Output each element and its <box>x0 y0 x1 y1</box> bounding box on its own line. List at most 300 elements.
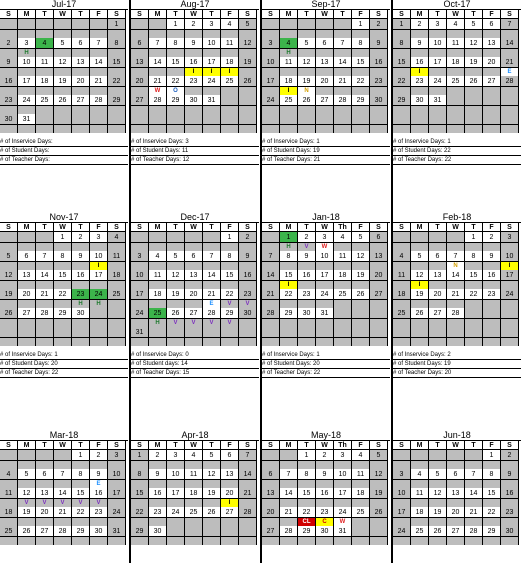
day-code-empty <box>108 106 126 114</box>
day-code-empty <box>131 461 149 469</box>
day-code-empty <box>411 499 429 507</box>
day-cell: 11 <box>149 270 167 281</box>
day-code-i: I <box>280 281 298 289</box>
day-code-empty <box>298 262 316 270</box>
month-grid <box>262 440 390 545</box>
day-cell: 6 <box>483 19 501 30</box>
day-code-v: V <box>185 319 203 327</box>
day-code-empty <box>90 68 108 76</box>
day-code-empty <box>501 518 519 526</box>
day-code-empty <box>54 480 72 488</box>
day-cell: 5 <box>18 469 36 480</box>
day-code-empty <box>0 243 18 251</box>
month-grid <box>393 222 521 346</box>
day-code-empty <box>334 461 352 469</box>
day-header: F <box>221 10 239 19</box>
day-code-empty <box>36 243 54 251</box>
day-code-empty <box>411 537 429 545</box>
day-cell: 23 <box>0 95 18 106</box>
day-code-empty <box>36 125 54 133</box>
day-code-empty <box>483 125 501 133</box>
day-code-empty <box>298 319 316 327</box>
day-code-empty <box>72 461 90 469</box>
day-cell: 9 <box>501 469 519 480</box>
day-cell: 12 <box>239 38 257 49</box>
day-cell: 30 <box>185 95 203 106</box>
day-cell: 7 <box>149 38 167 49</box>
day-code-empty <box>352 30 370 38</box>
day-code-empty <box>262 281 280 289</box>
day-cell: 2 <box>149 450 167 461</box>
day-cell <box>90 19 108 30</box>
day-header: W <box>54 223 72 232</box>
day-cell <box>411 327 429 338</box>
day-code-empty <box>429 68 447 76</box>
day-code-empty <box>90 243 108 251</box>
day-cell: 20 <box>316 76 334 87</box>
month-title: Sep-17 <box>311 0 341 9</box>
day-cell: 11 <box>447 38 465 49</box>
day-header: M <box>18 223 36 232</box>
day-code-empty <box>36 518 54 526</box>
day-cell: 14 <box>262 270 280 281</box>
day-cell: 8 <box>352 38 370 49</box>
day-cell: 28 <box>447 308 465 319</box>
day-cell: 7 <box>90 38 108 49</box>
day-code-c: C <box>316 518 334 526</box>
day-code-empty <box>370 518 388 526</box>
day-cell: 18 <box>0 507 18 518</box>
day-cell: 10 <box>262 57 280 68</box>
day-code-empty <box>316 106 334 114</box>
day-header: M <box>280 10 298 19</box>
day-code-empty <box>447 30 465 38</box>
day-code-empty <box>262 499 280 507</box>
day-code-empty <box>334 319 352 327</box>
day-cell <box>185 114 203 125</box>
day-cell: 8 <box>483 469 501 480</box>
day-cell: 2 <box>0 38 18 49</box>
day-cell <box>483 95 501 106</box>
day-code-empty <box>393 106 411 114</box>
day-code-empty <box>239 87 257 95</box>
day-cell: 8 <box>108 38 126 49</box>
day-cell: 27 <box>316 95 334 106</box>
day-code-empty <box>280 30 298 38</box>
day-cell <box>280 327 298 338</box>
day-code-empty <box>185 499 203 507</box>
day-code-empty <box>185 461 203 469</box>
day-cell <box>54 327 72 338</box>
month-title: Mar-18 <box>49 430 79 440</box>
day-code-empty <box>108 499 126 507</box>
day-code-empty <box>72 49 90 57</box>
day-header: S <box>262 223 280 232</box>
day-cell: 1 <box>352 19 370 30</box>
day-cell: 2 <box>90 450 108 461</box>
day-code-empty <box>18 262 36 270</box>
day-code-empty <box>465 30 483 38</box>
day-code-empty <box>334 87 352 95</box>
day-code-empty <box>0 338 18 346</box>
day-cell <box>352 308 370 319</box>
day-code-empty <box>131 319 149 327</box>
day-cell: 27 <box>447 526 465 537</box>
day-cell: 15 <box>131 488 149 499</box>
month-grid <box>262 222 390 346</box>
day-cell: 8 <box>221 251 239 262</box>
day-cell: 9 <box>316 469 334 480</box>
day-cell: 28 <box>36 308 54 319</box>
day-code-empty <box>131 87 149 95</box>
day-code-empty <box>185 281 203 289</box>
day-code-empty <box>501 125 519 133</box>
day-cell <box>393 327 411 338</box>
day-header: M <box>411 10 429 19</box>
day-code-empty <box>429 30 447 38</box>
day-cell <box>352 327 370 338</box>
day-cell: 13 <box>370 251 388 262</box>
stat-line: # of Student Days: 20 <box>262 360 390 369</box>
day-cell: 27 <box>370 289 388 300</box>
day-code-empty <box>352 518 370 526</box>
day-code-empty <box>393 243 411 251</box>
day-code-empty <box>501 480 519 488</box>
day-code-empty <box>239 49 257 57</box>
day-cell: 26 <box>0 308 18 319</box>
day-cell: 17 <box>203 57 221 68</box>
day-cell: 31 <box>18 114 36 125</box>
day-cell: 25 <box>447 76 465 87</box>
day-header: W <box>54 441 72 450</box>
day-code-empty <box>203 338 221 346</box>
day-cell <box>393 450 411 461</box>
day-cell: 30 <box>149 526 167 537</box>
day-cell: 6 <box>262 469 280 480</box>
day-cell: 23 <box>239 289 257 300</box>
day-code-empty <box>280 262 298 270</box>
day-cell <box>370 114 388 125</box>
day-code-empty <box>429 537 447 545</box>
day-code-empty <box>239 262 257 270</box>
day-code-empty <box>185 262 203 270</box>
day-cell: 1 <box>72 450 90 461</box>
day-cell: 20 <box>429 289 447 300</box>
day-code-empty <box>36 49 54 57</box>
month-title: Jan-18 <box>312 212 340 222</box>
day-code-empty <box>483 68 501 76</box>
day-cell: 17 <box>18 76 36 87</box>
day-cell: 4 <box>149 251 167 262</box>
day-cell: 17 <box>501 270 519 281</box>
day-cell <box>411 114 429 125</box>
day-code-empty <box>262 537 280 545</box>
day-cell: 20 <box>18 289 36 300</box>
month-grid <box>393 9 521 133</box>
day-code-empty <box>316 87 334 95</box>
day-code-empty <box>18 87 36 95</box>
day-code-empty <box>0 499 18 507</box>
day-cell: 11 <box>334 251 352 262</box>
day-code-empty <box>465 68 483 76</box>
day-cell: 30 <box>316 526 334 537</box>
day-cell <box>280 19 298 30</box>
day-cell: 4 <box>0 469 18 480</box>
day-header: F <box>221 441 239 450</box>
day-code-empty <box>501 338 519 346</box>
day-cell: 5 <box>370 450 388 461</box>
month-title: Apr-18 <box>181 430 209 440</box>
day-code-h: H <box>280 49 298 57</box>
day-code-empty <box>108 319 126 327</box>
day-code-empty <box>447 68 465 76</box>
day-header: W <box>316 223 334 232</box>
day-code-empty <box>411 338 429 346</box>
day-cell: 26 <box>203 507 221 518</box>
day-cell: 20 <box>447 507 465 518</box>
day-cell <box>334 19 352 30</box>
day-code-empty <box>18 125 36 133</box>
day-code-empty <box>298 499 316 507</box>
day-code-empty <box>0 262 18 270</box>
day-code-empty <box>393 68 411 76</box>
day-cell: 5 <box>352 232 370 243</box>
day-cell: 7 <box>465 469 483 480</box>
day-code-empty <box>429 480 447 488</box>
day-header: M <box>411 223 429 232</box>
day-code-empty <box>203 480 221 488</box>
day-cell: 27 <box>36 526 54 537</box>
day-cell: 8 <box>465 251 483 262</box>
day-cell: 20 <box>370 270 388 281</box>
day-cell <box>334 308 352 319</box>
day-code-empty <box>18 537 36 545</box>
day-cell: 3 <box>316 232 334 243</box>
day-code-empty <box>167 243 185 251</box>
day-cell: 24 <box>501 289 519 300</box>
day-cell <box>108 114 126 125</box>
day-cell <box>352 114 370 125</box>
day-cell: 24 <box>18 95 36 106</box>
day-code-empty <box>72 319 90 327</box>
day-code-empty <box>131 281 149 289</box>
day-cell: 21 <box>54 507 72 518</box>
day-code-empty <box>334 68 352 76</box>
day-cell <box>501 327 519 338</box>
day-code-empty <box>429 319 447 327</box>
day-code-empty <box>131 106 149 114</box>
day-code-empty <box>185 125 203 133</box>
day-code-empty <box>203 518 221 526</box>
day-code-empty <box>316 49 334 57</box>
day-cell: 13 <box>185 270 203 281</box>
day-cell: 23 <box>90 507 108 518</box>
day-code-empty <box>54 87 72 95</box>
day-code-empty <box>370 537 388 545</box>
day-cell: 7 <box>239 450 257 461</box>
day-code-empty <box>393 518 411 526</box>
day-code-v: V <box>36 499 54 507</box>
month-grid <box>0 222 128 346</box>
day-cell: 13 <box>36 488 54 499</box>
day-code-empty <box>72 68 90 76</box>
day-code-empty <box>465 281 483 289</box>
day-code-empty <box>447 319 465 327</box>
day-cell: 30 <box>411 95 429 106</box>
day-code-empty <box>352 319 370 327</box>
day-code-v: V <box>90 499 108 507</box>
day-cell: 26 <box>167 308 185 319</box>
day-cell: 20 <box>72 76 90 87</box>
day-code-empty <box>411 262 429 270</box>
day-code-empty <box>370 480 388 488</box>
day-header: S <box>108 441 126 450</box>
day-code-empty <box>108 262 126 270</box>
day-cell: 5 <box>298 38 316 49</box>
day-code-empty <box>72 480 90 488</box>
day-code-empty <box>221 480 239 488</box>
day-cell <box>429 327 447 338</box>
month-title: Jul-17 <box>51 0 77 9</box>
day-code-empty <box>352 537 370 545</box>
day-cell: 26 <box>298 95 316 106</box>
day-code-empty <box>54 300 72 308</box>
day-code-n: N <box>298 87 316 95</box>
day-code-empty <box>465 338 483 346</box>
month-grid <box>131 222 259 346</box>
day-code-empty <box>149 125 167 133</box>
day-cell: 16 <box>411 57 429 68</box>
day-code-empty <box>334 537 352 545</box>
day-cell: 17 <box>334 488 352 499</box>
day-code-empty <box>316 338 334 346</box>
day-cell: 31 <box>334 526 352 537</box>
day-cell <box>36 232 54 243</box>
day-code-empty <box>149 300 167 308</box>
day-code-empty <box>131 243 149 251</box>
day-cell: 9 <box>149 469 167 480</box>
day-cell: 9 <box>72 251 90 262</box>
day-cell: 4 <box>393 251 411 262</box>
day-code-empty <box>0 49 18 57</box>
day-cell: 28 <box>262 308 280 319</box>
day-cell <box>90 308 108 319</box>
day-cell: 3 <box>90 232 108 243</box>
day-code-empty <box>90 319 108 327</box>
day-cell: 19 <box>239 57 257 68</box>
day-cell: 10 <box>90 251 108 262</box>
day-code-i: I <box>221 499 239 507</box>
day-cell: 16 <box>185 57 203 68</box>
day-code-empty <box>262 518 280 526</box>
day-cell: 26 <box>18 526 36 537</box>
day-code-empty <box>203 243 221 251</box>
day-code-empty <box>501 537 519 545</box>
day-code-empty <box>54 281 72 289</box>
day-cell: 26 <box>352 289 370 300</box>
day-cell: 23 <box>370 76 388 87</box>
day-code-empty <box>221 49 239 57</box>
day-code-empty <box>90 125 108 133</box>
day-header: T <box>298 223 316 232</box>
day-code-empty <box>54 68 72 76</box>
day-code-empty <box>298 537 316 545</box>
day-cell: 24 <box>334 507 352 518</box>
day-code-empty <box>316 319 334 327</box>
day-cell <box>149 19 167 30</box>
day-code-empty <box>298 49 316 57</box>
day-code-h: H <box>18 49 36 57</box>
day-code-empty <box>72 281 90 289</box>
day-cell: 20 <box>185 289 203 300</box>
day-cell: 16 <box>316 488 334 499</box>
day-cell: 13 <box>221 469 239 480</box>
day-code-empty <box>393 281 411 289</box>
day-cell <box>262 19 280 30</box>
month-stats <box>0 351 128 378</box>
day-cell: 16 <box>149 488 167 499</box>
day-code-empty <box>239 480 257 488</box>
day-cell: 11 <box>411 488 429 499</box>
day-cell: 12 <box>54 57 72 68</box>
day-cell: 21 <box>501 57 519 68</box>
day-code-empty <box>90 338 108 346</box>
day-code-empty <box>393 49 411 57</box>
month-stats <box>393 351 521 378</box>
day-code-empty <box>90 106 108 114</box>
day-code-empty <box>370 68 388 76</box>
day-cell: 15 <box>465 270 483 281</box>
day-cell: 22 <box>54 289 72 300</box>
day-code-empty <box>411 243 429 251</box>
month-stats <box>0 138 128 165</box>
day-cell: 10 <box>203 38 221 49</box>
day-code-empty <box>54 518 72 526</box>
day-cell: 28 <box>149 95 167 106</box>
day-code-empty <box>370 319 388 327</box>
day-code-empty <box>262 68 280 76</box>
day-cell: 1 <box>131 450 149 461</box>
day-code-cl: CL <box>298 518 316 526</box>
day-code-empty <box>316 300 334 308</box>
day-cell: 14 <box>334 57 352 68</box>
day-code-empty <box>429 87 447 95</box>
day-cell <box>36 114 54 125</box>
day-code-empty <box>465 262 483 270</box>
day-header: F <box>90 10 108 19</box>
day-code-empty <box>262 243 280 251</box>
day-code-empty <box>483 480 501 488</box>
day-code-empty <box>501 281 519 289</box>
day-cell: 21 <box>262 289 280 300</box>
day-header: W <box>447 223 465 232</box>
day-code-empty <box>370 281 388 289</box>
day-code-empty <box>167 262 185 270</box>
day-code-h: H <box>280 243 298 251</box>
day-code-empty <box>316 68 334 76</box>
day-code-empty <box>262 338 280 346</box>
day-code-empty <box>370 30 388 38</box>
day-cell <box>72 19 90 30</box>
day-code-empty <box>370 49 388 57</box>
day-code-empty <box>352 281 370 289</box>
day-code-empty <box>108 480 126 488</box>
day-cell <box>262 232 280 243</box>
day-code-empty <box>465 461 483 469</box>
day-cell <box>298 327 316 338</box>
day-cell: 14 <box>149 57 167 68</box>
day-cell: 6 <box>18 251 36 262</box>
